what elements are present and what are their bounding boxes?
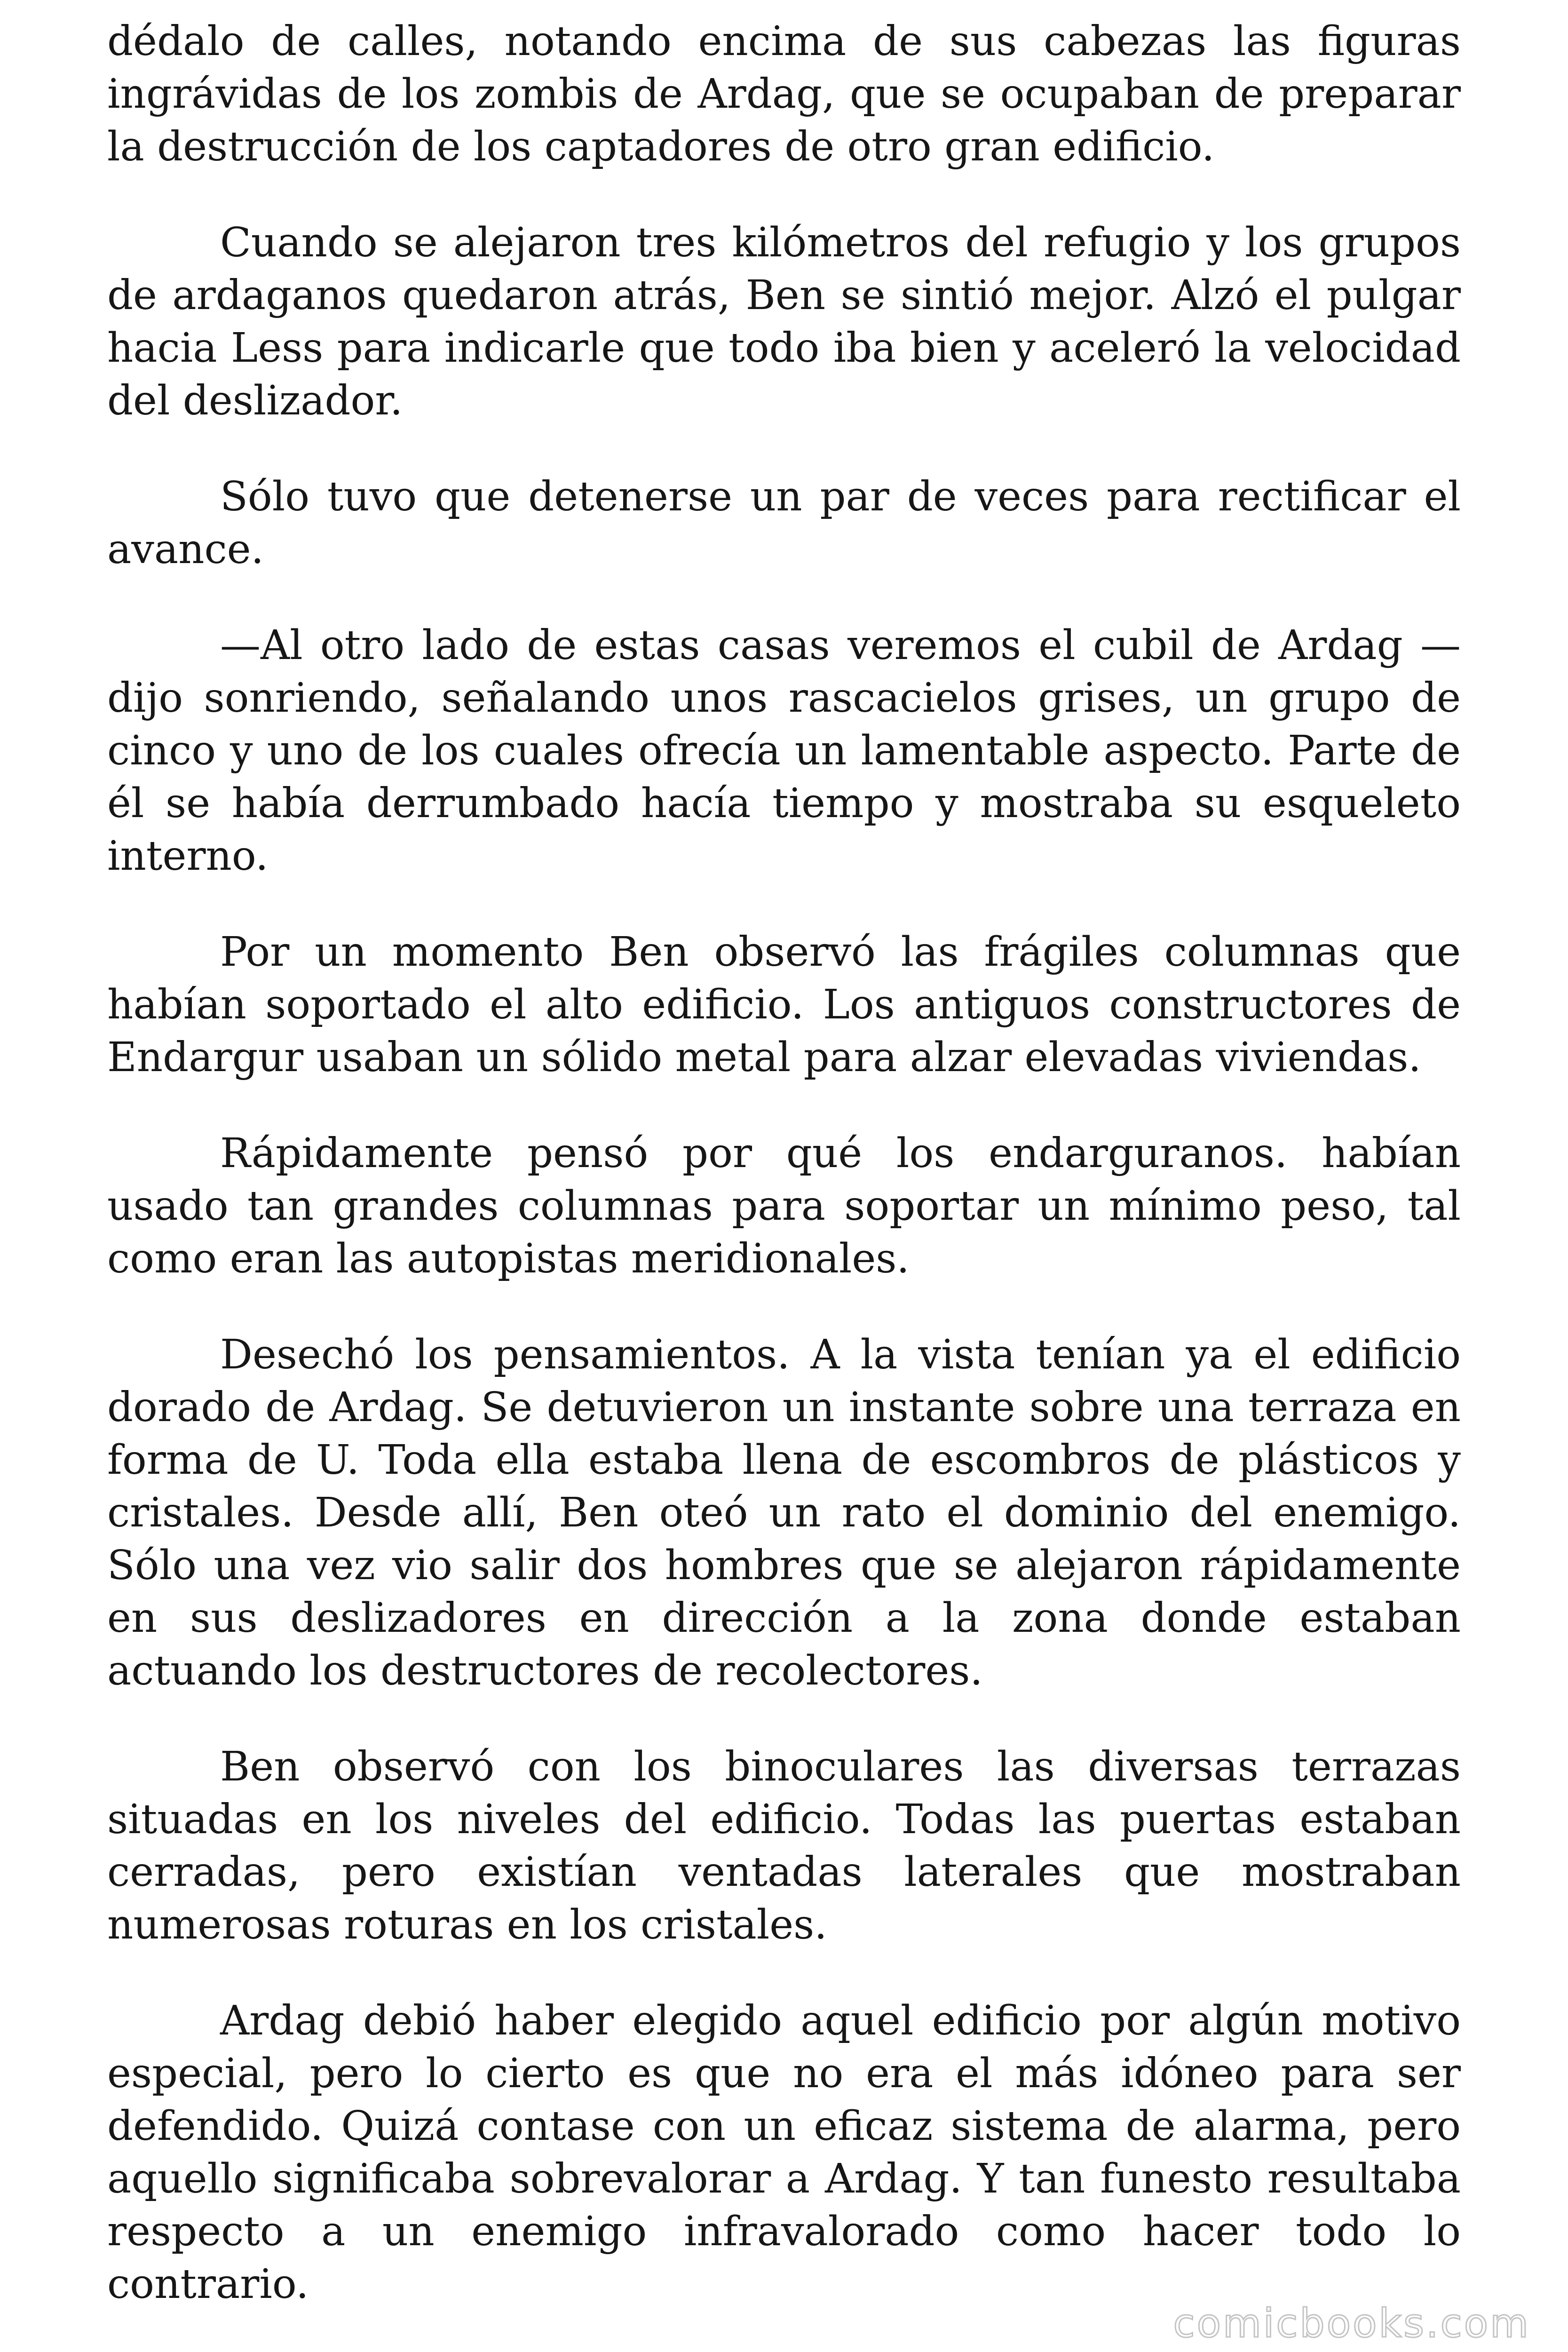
paragraph-4: —Al otro lado de estas casas veremos el cubil de Ardag —dijo sonriendo, señalando unos rascacielos grises, un grupo de cinco y uno de los cuales ofrecía un lamentable aspecto. Parte de él se había derrumbado hacía tiempo y mostraba su esqueleto interno. [107, 622, 1461, 880]
paragraph-8: Ben observó con los binoculares las diversas terrazas situadas en los niveles del edificio. Todas las puertas estaban cerradas, pero existían ventadas laterales que mostraban numerosas roturas en los cristales. [107, 1743, 1461, 1948]
paragraph-9: Ardag debió haber elegido aquel edificio por algún motivo especial, pero lo cierto es que no era el más idóneo para ser defendido. Quizá contase con un eficaz sistema de alarma, pero aquello significaba sobrevalorar a Ardag. Y tan funesto resultaba respecto a un enemigo infravalorado como hacer todo lo contrario. [107, 1997, 1461, 2308]
watermark-text: comicbooks.com [1173, 2300, 1530, 2346]
paragraph-1: dédalo de calles, notando encima de sus cabezas las figuras ingrávidas de los zombis de Ardag, que se ocupaban de preparar la destrucción de los captadores de otro gran edificio. [107, 18, 1461, 170]
paragraph-7: Desechó los pensamientos. A la vista tenían ya el edificio dorado de Ardag. Se detuvieron un instante sobre una terraza en forma de U. Toda ella estaba llena de escombros de plásticos y cristales. Desde allí, Ben oteó un rato el dominio del enemigo. Sólo una vez vio salir dos hombres que se alejaron rápidamente en sus deslizadores en dirección a la zona donde estaban actuando los destructores de recolectores. [107, 1331, 1461, 1694]
page-text [107, 15, 1461, 2352]
paragraph-5: Por un momento Ben observó las frágiles columnas que habían soportado el alto edificio. Los antiguos constructores de Endargur usaban un sólido metal para alzar elevadas viviendas. [107, 929, 1461, 1081]
paragraph-2: Cuando se alejaron tres kilómetros del refugio y los grupos de ardaganos quedaron atrás, Ben se sintió mejor. Alzó el pulgar hacia Less para indicarle que todo iba bien y aceleró la velocidad del deslizador. [107, 219, 1461, 424]
paragraph-3: Sólo tuvo que detenerse un par de veces para rectificar el avance. [107, 473, 1461, 573]
paragraph-6: Rápidamente pensó por qué los endarguranos. habían usado tan grandes columnas para soportar un mínimo peso, tal como eran las autopistas meridionales. [107, 1130, 1461, 1282]
